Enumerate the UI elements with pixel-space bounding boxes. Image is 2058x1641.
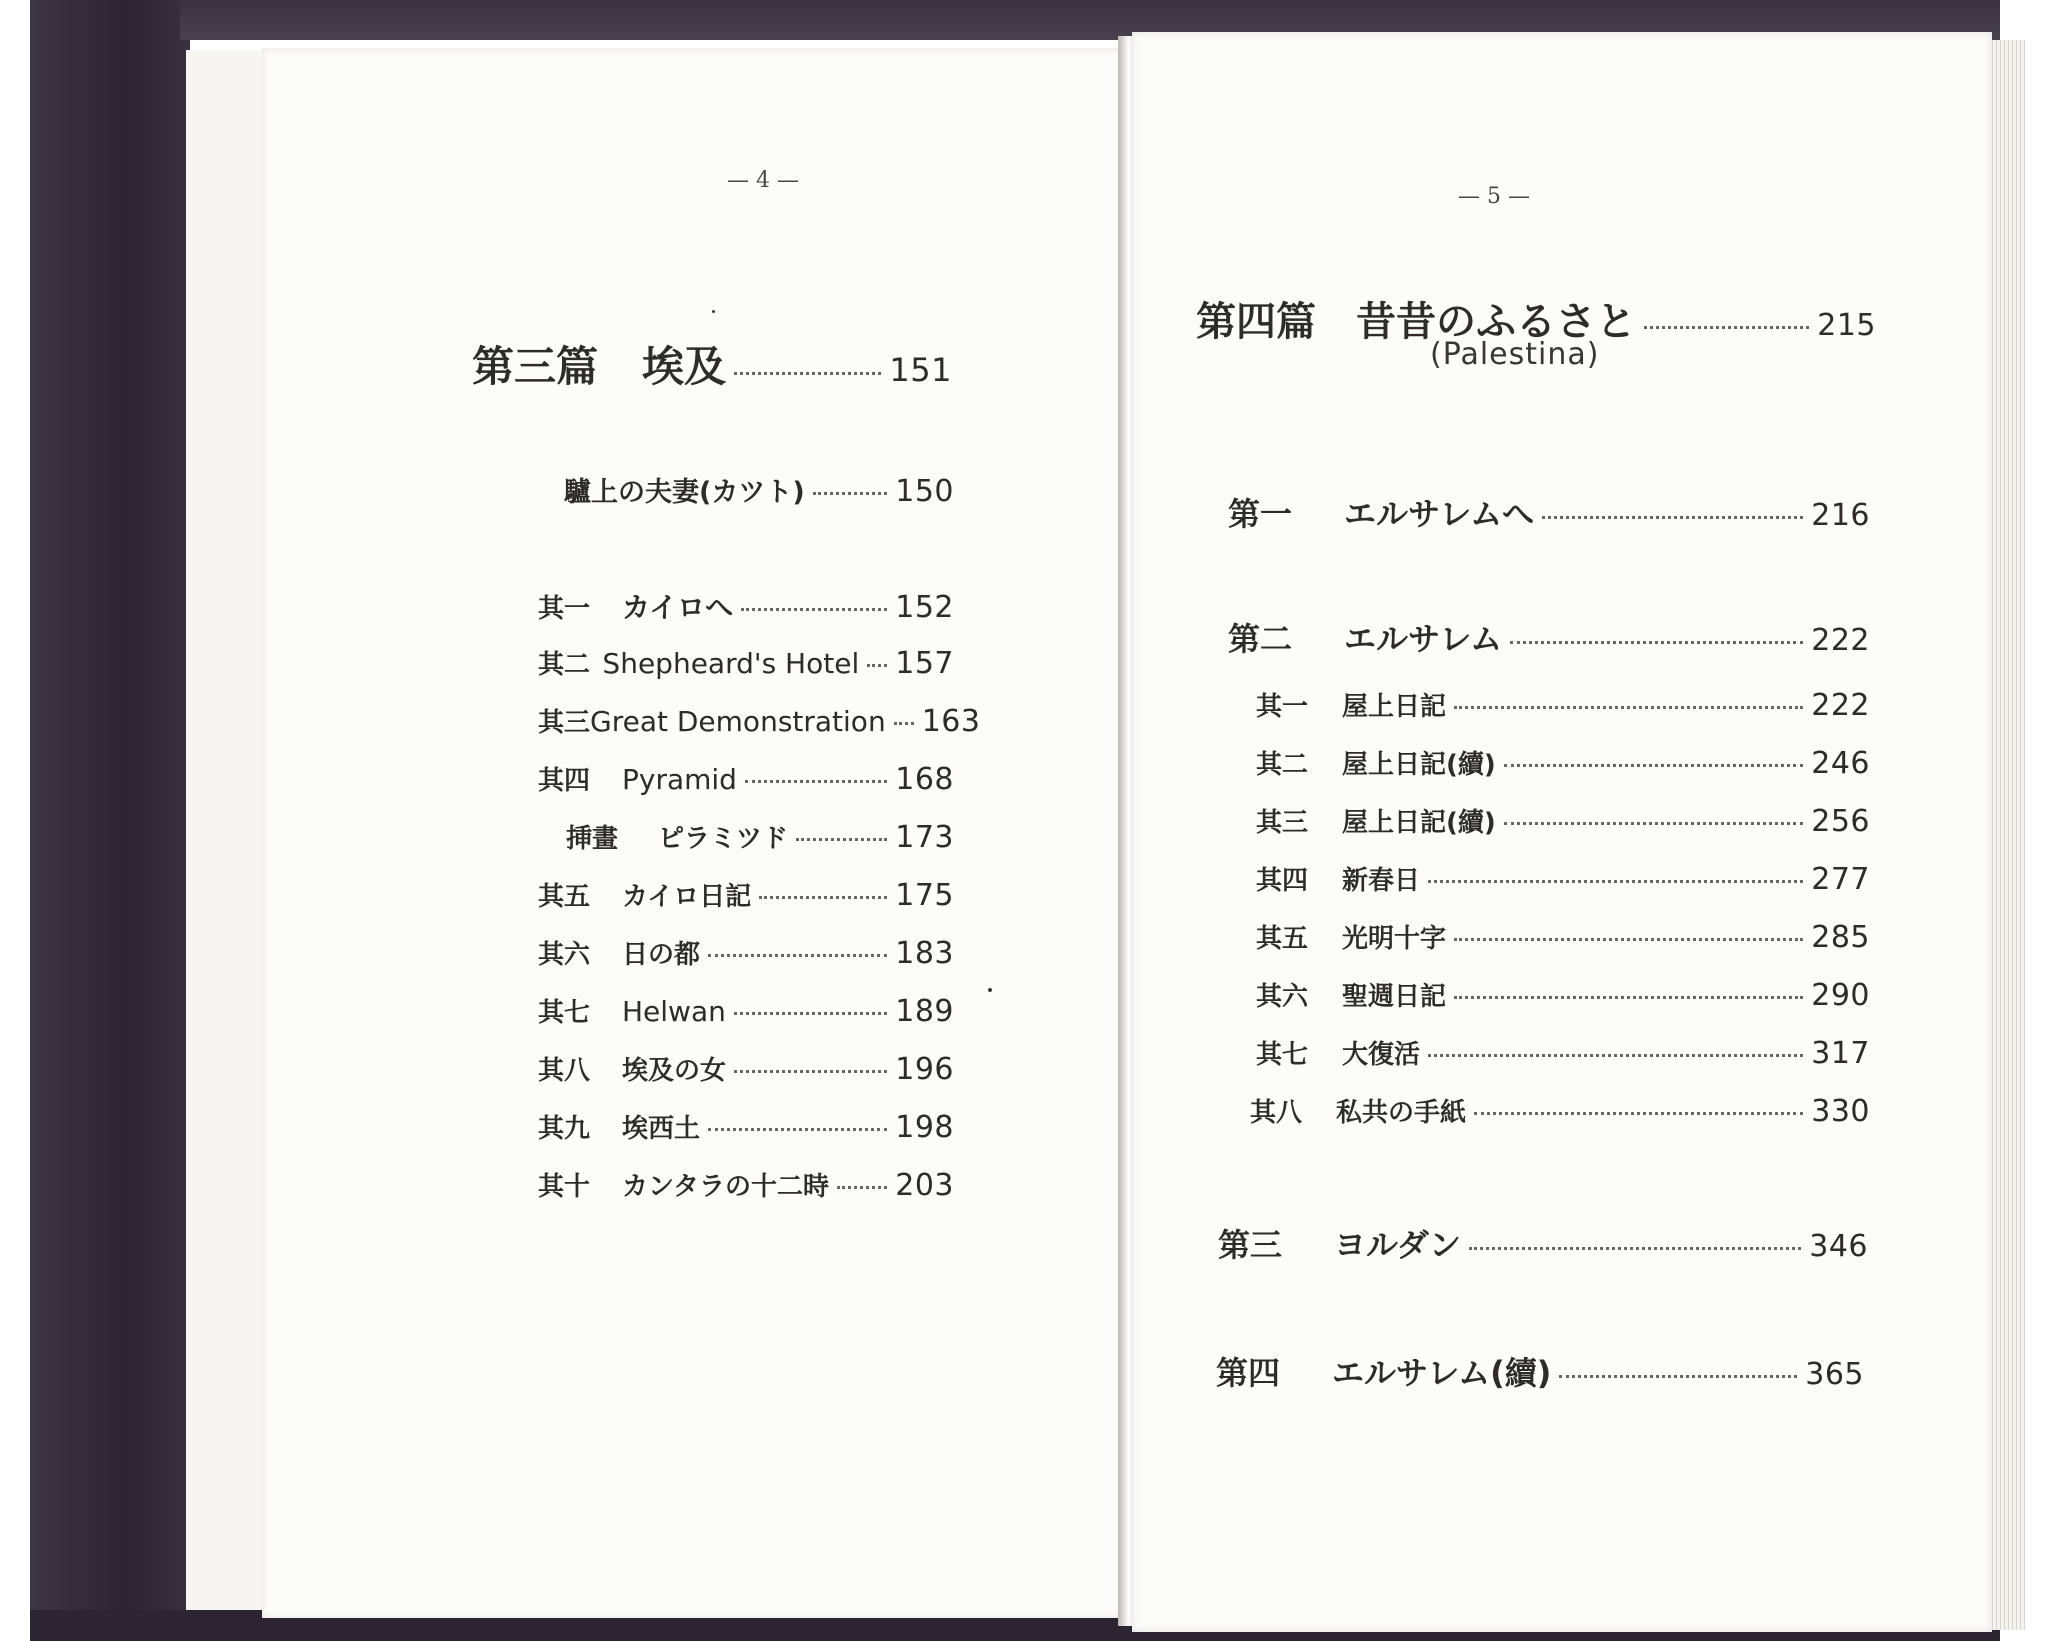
leader-dots [813,492,888,495]
entry-label: 其七 [538,998,591,1028]
page-ref: 189 [895,994,954,1029]
entry-title: 私共の手紙 [1336,1098,1467,1128]
entry-label: 其一 [538,594,591,624]
part-title: 昔昔のふるさと [1356,299,1636,345]
entry-label: 其四 [538,766,591,796]
entry-title: 屋上日記 [1342,692,1447,722]
toc-entry [538,1166,954,1203]
part-subtitle: (Palestina) [1430,337,1600,372]
toc-entry [538,934,954,971]
entry-label: 其三 [538,708,591,738]
entry-title: カイロ日記 [622,882,752,912]
book-cover-left [30,0,190,1641]
toc-entry [538,702,981,739]
entry-title: 聖週日記 [1342,982,1447,1012]
leader-dots [1428,1054,1803,1057]
page-ref: 173 [895,820,954,855]
page-ref: 150 [895,474,954,509]
entry-title: Great Demonstration [590,705,886,738]
leader-dots [741,608,887,611]
left-page [262,48,1124,1618]
leader-dots [1504,822,1803,825]
toc-chapter [1216,1348,1864,1394]
entry-label: 其二 [538,650,591,680]
leader-dots [1469,1247,1801,1250]
entry-title: Shepheard's Hotel [602,647,860,680]
leader-dots [1428,880,1803,883]
entry-title: ピラミツド [658,824,789,854]
part-label: 第三篇 [472,342,599,391]
chapter-label: 第四 [1216,1354,1281,1392]
entry-title: 埃西土 [622,1114,701,1144]
toc-entry [566,818,954,855]
toc-entry [538,644,954,681]
toc-entry [538,1050,954,1087]
page-ref: 157 [895,646,954,681]
toc-entry [538,992,954,1029]
leader-dots [1474,1112,1803,1115]
page-ref: 285 [1811,920,1870,955]
entry-label: 其十 [538,1172,591,1202]
entry-label: 其八 [538,1056,591,1086]
page-ref: 256 [1811,804,1870,839]
page-ref: 216 [1811,498,1870,533]
page-ref: 175 [895,878,954,913]
toc-entry [538,876,954,913]
entry-title: 埃及の女 [622,1056,727,1086]
leader-dots [837,1186,887,1189]
page-ref: 246 [1811,746,1870,781]
page-ref: 151 [889,351,952,389]
part-label: 第四篇 [1196,299,1316,345]
chapter-title: エルサレム(續) [1332,1354,1552,1392]
leader-dots [1454,938,1803,941]
leader-dots [708,954,887,957]
chapter-title: ヨルダン [1334,1226,1462,1264]
entry-title: カンタラの十二時 [622,1172,829,1202]
entry-label: 其六 [538,940,591,970]
page-ref: 222 [1811,623,1870,658]
entry-label: 其七 [1256,1040,1309,1070]
page-ref: 152 [895,590,954,625]
entry-title: 屋上日記(續) [1342,808,1496,838]
leader-dots [1542,516,1803,519]
entry-title: Pyramid [622,763,737,796]
page-number: — 5 — [1458,184,1530,209]
chapter-title: エルサレムへ [1344,495,1535,533]
leader-dots [759,896,887,899]
leader-dots [1454,706,1803,709]
chapter-label: 第二 [1228,620,1293,658]
entry-title: 光明十字 [1342,924,1447,954]
entry-label: 其二 [1256,750,1309,780]
chapter-title: エルサレム [1344,620,1503,658]
page-number: — 4 — [727,168,799,193]
page-ref: 222 [1811,688,1870,723]
toc-part-heading [472,334,952,394]
page-edge [206,50,227,1610]
entry-title: Helwan [622,995,726,1028]
toc-chapter [1218,1220,1868,1266]
toc-entry [1250,1092,1870,1129]
leader-dots [745,780,887,783]
toc-entry [564,470,954,509]
toc-entry [538,1108,954,1145]
page-ref: 163 [921,704,981,739]
leader-dots [1510,641,1803,644]
leader-dots [1644,326,1809,329]
entry-title: 屋上日記(續) [1342,750,1496,780]
right-page [1132,32,1992,1632]
page-ref: 198 [895,1110,954,1145]
leader-dots [1454,996,1803,999]
leader-dots [734,372,881,375]
leader-dots [1559,1375,1797,1378]
leader-dots [708,1128,887,1131]
chapter-label: 第三 [1218,1226,1283,1264]
leader-dots [894,722,914,725]
leader-dots [796,838,887,841]
toc-entry [538,586,954,626]
entry-label: 其九 [538,1114,591,1144]
toc-entry [1256,918,1870,955]
entry-label: 挿畫 [566,824,619,854]
entry-label: 其四 [1256,866,1309,896]
entry-label: 其六 [1256,982,1309,1012]
page-ref: 215 [1817,308,1876,343]
page-edge [186,50,207,1610]
toc-entry [1256,744,1870,781]
page-ref: 277 [1811,862,1870,897]
entry-title: 新春日 [1342,866,1421,896]
page-edge [226,50,247,1610]
page-ref: 317 [1811,1036,1870,1071]
toc-chapter [1228,614,1870,660]
part-title: 埃及 [642,342,727,391]
leader-dots [734,1012,887,1015]
toc-chapter [1228,489,1870,535]
entry-label: 其一 [1256,692,1309,722]
entry-label: 其五 [1256,924,1309,954]
entry-title: カイロへ [622,591,734,624]
toc-entry [1256,976,1870,1013]
entry-title: 大復活 [1342,1040,1421,1070]
page-ref: 196 [895,1052,954,1087]
toc-entry [1256,802,1870,839]
entry-label: 其八 [1250,1098,1303,1128]
ink-speck [712,310,715,313]
page-ref: 168 [895,762,954,797]
leader-dots [867,664,887,667]
leader-dots [734,1070,887,1073]
entry-label: 其五 [538,882,591,912]
page-ref: 365 [1805,1357,1864,1392]
page-ref: 290 [1811,978,1870,1013]
toc-entry [538,760,954,797]
toc-entry [1256,860,1870,897]
entry-title: 驢上の夫妻(カツト) [564,477,805,508]
page-ref: 183 [895,936,954,971]
page-ref: 203 [895,1168,954,1203]
entry-label: 其三 [1256,808,1309,838]
leader-dots [1504,764,1803,767]
entry-title: 日の都 [622,940,701,970]
toc-entry [1256,686,1870,723]
ink-speck [988,988,992,992]
page-ref: 330 [1811,1094,1870,1129]
page-ref: 346 [1809,1229,1868,1264]
chapter-label: 第一 [1228,495,1293,533]
toc-entry [1256,1034,1870,1071]
